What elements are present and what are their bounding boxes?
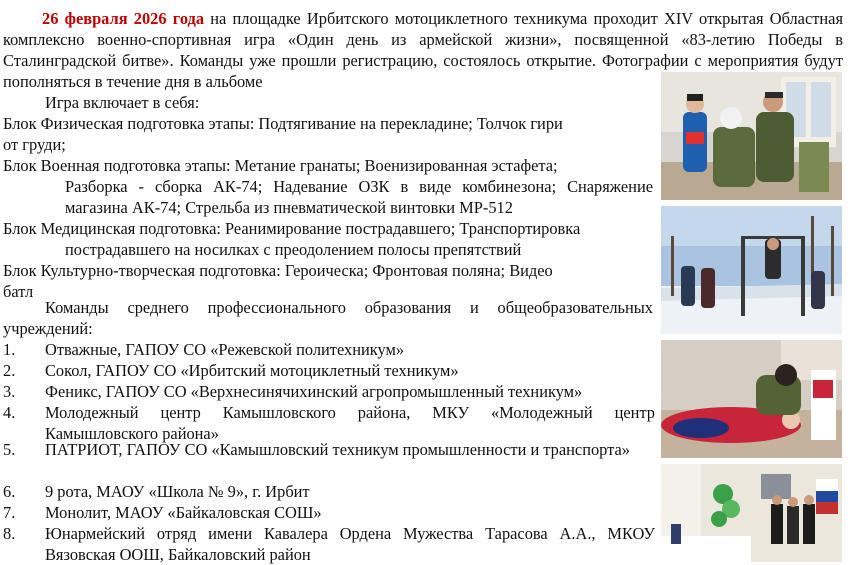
- event-date: 26 февраля 2026 года: [42, 9, 205, 28]
- resuscitation-photo[interactable]: [661, 340, 842, 458]
- registration-hall-photo[interactable]: [661, 464, 842, 562]
- first-aid-photo[interactable]: [661, 72, 842, 200]
- team-text: 9 рота, МАОУ «Школа № 9», г. Ирбит: [45, 482, 310, 501]
- team-text: Юнармейский отряд имени Кавалера Ордена Мужества Тарасова А.А., МКОУ Вязовская ООШ, Байкаловский район: [45, 524, 655, 564]
- team-num: 4.: [3, 403, 16, 422]
- block-military: [3, 155, 653, 218]
- team-text: Монолит, МАОУ «Байкаловская СОШ»: [45, 503, 322, 522]
- block-physical: [3, 113, 653, 155]
- block-physical-line1: Блок Физическая подготовка этапы: Подтягивание на перекладине; Толчок гири: [3, 114, 563, 133]
- team-num: 6.: [3, 482, 16, 501]
- block-medical-line1: Блок Медицинская подготовка: Реанимирование пострадавшего; Транспортировка: [3, 219, 581, 238]
- block-medical: [3, 218, 653, 260]
- team-text: Феникс, ГАПОУ СО «Верхнесинячихинский агропромышленный техникум»: [45, 382, 583, 401]
- team-num: 2.: [3, 361, 16, 380]
- team-text: ПАТРИОТ, ГАПОУ СО «Камышловский техникум промышленности и транспорта»: [45, 440, 630, 459]
- team-num: 1.: [3, 340, 16, 359]
- team-num: 3.: [3, 382, 16, 401]
- block-culture-rest: батл: [3, 282, 34, 301]
- intro-text: на площадке Ирбитского мотоциклетного техникума проходит XIV открытая Областная комплексно военно-спортивная игра «Один день из армейской жизни», посвященной «83-летию Победы в Сталинградской битве». Команды уже прошли регистрацию, состоялось открытие. Фотографии с мероприятия будут пополняться в течение дня в альбоме: [3, 9, 843, 91]
- team-num: 7.: [3, 503, 16, 522]
- team-text: Молодежный центр Камышловского района, МКУ «Молодежный центр Камышловского района»: [45, 403, 655, 443]
- block-military-rest: Разборка - сборка АК-74; Надевание ОЗК в виде комбинезона; Снаряжение магазина АК-74; Стрельба из пневматической винтовки МР-512: [65, 177, 653, 217]
- includes-heading: Игра включает в себя:: [45, 93, 200, 112]
- teams-heading: Команды среднего профессионального образования и общеобразовательных учреждений:: [3, 298, 653, 338]
- team-text: Отважные, ГАПОУ СО «Режевской политехникум»: [45, 340, 405, 359]
- pull-up-bar-photo[interactable]: [661, 206, 842, 334]
- team-num: 8.: [3, 524, 16, 543]
- team-text: Сокол, ГАПОУ СО «Ирбитский мотоциклетный техникум»: [45, 361, 459, 380]
- block-culture-line1: Блок Культурно-творческая подготовка: Героическа; Фронтовая поляна; Видео: [3, 261, 553, 280]
- team-num: 5.: [3, 440, 16, 459]
- block-physical-rest: от груди;: [3, 135, 66, 154]
- block-military-line1: Блок Военная подготовка этапы: Метание гранаты; Военизированная эстафета;: [3, 156, 558, 175]
- block-culture: [3, 260, 653, 302]
- block-medical-rest: пострадавшего на носилках с преодолением полосы препятствий: [65, 240, 522, 259]
